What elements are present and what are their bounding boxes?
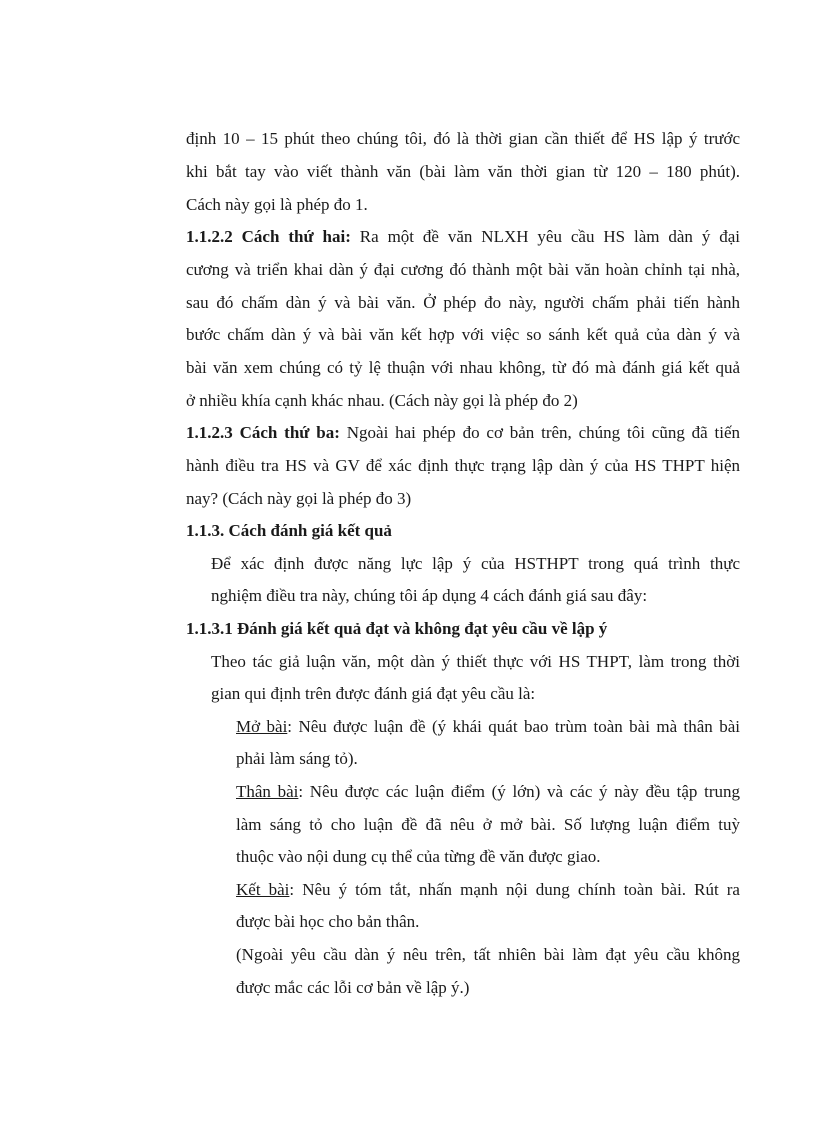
text-run: : Nêu ý tóm tắt, nhấn mạnh nội dung chính toàn bài. Rút ra [289,880,740,899]
section-heading-1-1-2-3: 1.1.2.3 Cách thứ ba: [186,423,340,442]
text-run: thuộc vào nội dung cụ thể của từng đề văn được giao. [236,847,601,866]
paragraph-line [186,292,740,314]
paragraph-line [236,716,740,738]
text-run: ở nhiều khía cạnh khác nhau. (Cách này gọi là phép đo 2) [186,391,578,410]
text-run: sau đó chấm dàn ý và bài văn. Ở phép đo này, người chấm phải tiến hành [186,293,740,312]
paragraph-line [236,911,419,933]
paragraph-line [186,161,740,183]
paragraph-line [186,488,411,510]
paragraph-line [236,944,740,966]
paragraph-line [236,748,358,770]
paragraph-line [236,977,469,999]
paragraph-line [186,455,740,477]
paragraph-line [186,324,740,346]
text-run: Theo tác giả luận văn, một dàn ý thiết thực với HS THPT, làm trong thời [211,652,740,671]
text-run: (Ngoài yêu cầu dàn ý nêu trên, tất nhiên bài làm đạt yêu cầu không [236,945,740,964]
paragraph-line [236,781,740,803]
section-heading-1-1-3: 1.1.3. Cách đánh giá kết quả [186,521,392,540]
text-run: Ngoài hai phép đo cơ bản trên, chúng tôi cũng đã tiến [339,423,740,442]
paragraph-line [186,259,740,281]
text-run: định 10 – 15 phút theo chúng tôi, đó là thời gian cần thiết để HS lập ý trước [186,129,740,148]
text-run: khi bắt tay vào viết thành văn (bài làm văn thời gian từ 120 – 180 phút). [186,162,740,181]
text-run: được mắc các lỗi cơ bản về lập ý.) [236,978,470,997]
paragraph-line [186,128,740,150]
text-run: bước chấm dàn ý và bài văn kết hợp với việc so sánh kết quả của dàn ý và [186,325,740,344]
section-heading-line [186,618,607,640]
text-run: : Nêu được các luận điểm (ý lớn) và các ý này đều tập trung [298,782,740,801]
paragraph-line [236,879,740,901]
text-run: nghiệm điều tra này, chúng tôi áp dụng 4 cách đánh giá sau đây: [211,586,648,605]
text-run: làm sáng tỏ cho luận đề đã nêu ở mở bài. Số lượng luận điểm tuỳ [236,815,740,834]
text-run: : Nêu được luận đề (ý khái quát bao trùm toàn bài mà thân bài [287,717,740,736]
text-run: bài văn xem chúng có tỷ lệ thuận với nhau không, từ đó mà đánh giá kết quả [186,358,740,377]
label-than-bai: Thân bài [236,782,299,801]
paragraph-line [186,390,578,412]
text-run: hành điều tra HS và GV để xác định thực trạng lập dàn ý của HS THPT hiện [186,456,740,475]
text-run: phải làm sáng tỏ). [236,749,358,768]
text-run: gian qui định trên được đánh giá đạt yêu cầu là: [211,684,536,703]
text-run: cương và triển khai dàn ý đại cương đó thành một bài văn hoàn chỉnh tại nhà, [186,260,740,279]
label-ket-bai: Kết bài [236,880,290,899]
paragraph-line [236,814,740,836]
section-heading-line [186,226,740,248]
paragraph-line [186,194,368,216]
section-heading-line [186,520,392,542]
label-mo-bai: Mở bài [236,717,288,736]
section-heading-1-1-3-1: 1.1.3.1 Đánh giá kết quả đạt và không đạt yêu cầu về lập ý [186,619,608,638]
paragraph-line [211,585,647,607]
paragraph-line [211,683,535,705]
text-run: nay? (Cách này gọi là phép đo 3) [186,489,412,508]
text-run: Ra một đề văn NLXH yêu cầu HS làm dàn ý đại [350,227,741,246]
section-heading-1-1-2-2: 1.1.2.2 Cách thứ hai: [186,227,351,246]
text-run: được bài học cho bản thân. [236,912,420,931]
text-run: Để xác định được năng lực lập ý của HSTHPT trong quá trình thực [211,554,740,573]
paragraph-line [211,553,740,575]
section-heading-line [186,422,740,444]
paragraph-line [186,357,740,379]
text-run: Cách này gọi là phép đo 1. [186,195,368,214]
paragraph-line [236,846,601,868]
paragraph-line [211,651,740,673]
